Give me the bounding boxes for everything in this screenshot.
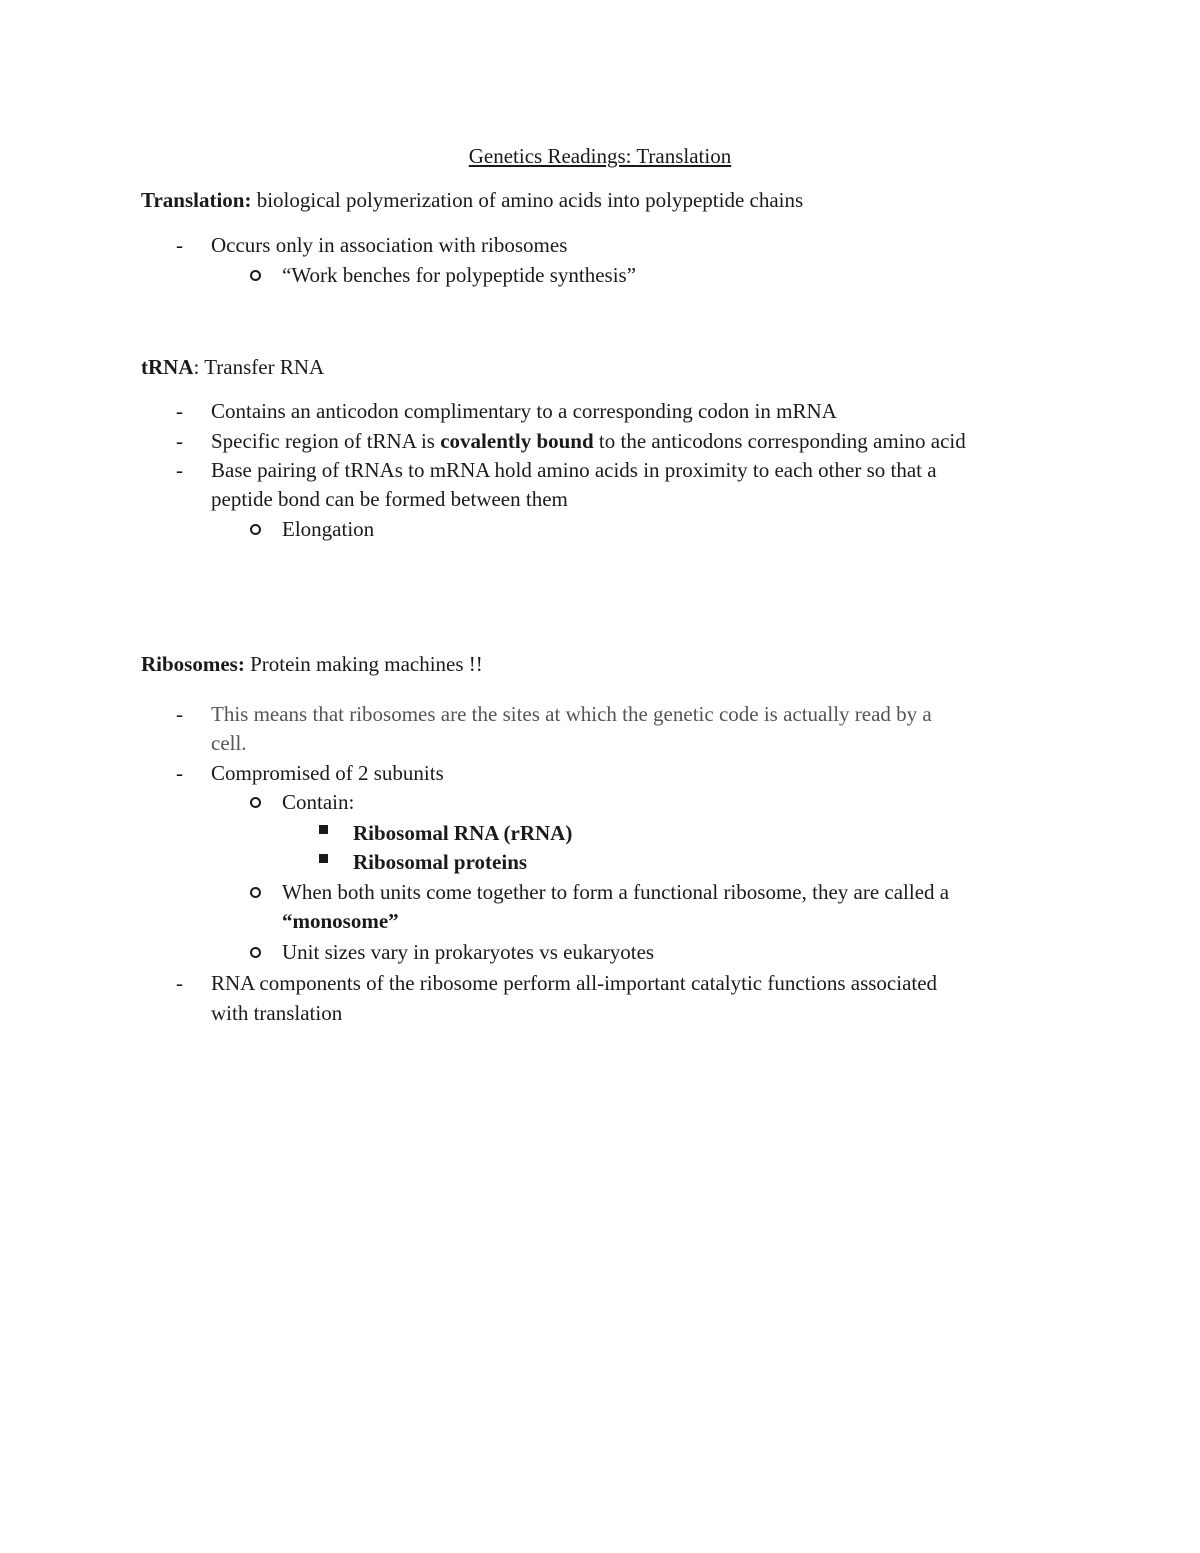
circle-bullet-icon bbox=[250, 270, 261, 281]
ribosomes-sub-monosome-line1: When both units come together to form a functional ribosome, they are called a bbox=[282, 880, 950, 904]
page-title: Genetics Readings: Translation bbox=[468, 144, 732, 168]
dash-bullet-marker: - bbox=[176, 233, 183, 257]
ribosomes-definition-text: Protein making machines !! bbox=[244, 652, 483, 676]
dash-bullet-marker: - bbox=[176, 971, 183, 995]
trna-definition bbox=[141, 354, 324, 380]
dash-bullet-marker: - bbox=[176, 429, 183, 453]
ribosomes-bullet-rna-line1: RNA components of the ribosome perform all-important catalytic functions associated bbox=[211, 971, 938, 995]
trna-bullet-covalent-bold: covalently bound bbox=[440, 429, 594, 453]
ribosomes-bullet-rna-line2: with translation bbox=[211, 1001, 343, 1025]
ribosomes-sub-monosome-line2: “monosome” bbox=[282, 909, 399, 933]
ribosomes-bullet-subunits: Compromised of 2 subunits bbox=[211, 761, 444, 785]
trna-term: tRNA bbox=[141, 355, 194, 379]
ribosomes-bullet-sites-line2: cell. bbox=[211, 731, 247, 755]
trna-definition-text: : Transfer RNA bbox=[193, 355, 325, 379]
ribosomes-subsub-rrna: Ribosomal RNA (rRNA) bbox=[353, 821, 573, 845]
trna-bullet-covalent-post: to the anticodons corresponding amino acid bbox=[593, 429, 966, 453]
ribosomes-definition bbox=[141, 651, 483, 677]
square-bullet-icon bbox=[319, 854, 328, 863]
dash-bullet-marker: - bbox=[176, 761, 183, 785]
ribosomes-bullet-sites-line1: This means that ribosomes are the sites at which the genetic code is actually read by a bbox=[211, 702, 932, 726]
circle-bullet-icon bbox=[250, 887, 261, 898]
dash-bullet-marker: - bbox=[176, 399, 183, 423]
trna-bullet-basepairing-line1: Base pairing of tRNAs to mRNA hold amino acids in proximity to each other so that a bbox=[211, 458, 937, 482]
translation-sub-workbenches: “Work benches for polypeptide synthesis” bbox=[282, 263, 637, 287]
translation-definition bbox=[141, 187, 803, 213]
ribosomes-term: Ribosomes: bbox=[141, 652, 245, 676]
translation-bullet-ribosomes: Occurs only in association with ribosomes bbox=[211, 233, 568, 257]
circle-bullet-icon bbox=[250, 947, 261, 958]
trna-bullet-anticodon: Contains an anticodon complimentary to a corresponding codon in mRNA bbox=[211, 399, 837, 423]
square-bullet-icon bbox=[319, 825, 328, 834]
circle-bullet-icon bbox=[250, 797, 261, 808]
trna-sub-elongation: Elongation bbox=[282, 517, 375, 541]
trna-bullet-covalent bbox=[211, 428, 966, 454]
trna-bullet-basepairing-line2: peptide bond can be formed between them bbox=[211, 487, 568, 511]
trna-bullet-covalent-pre: Specific region of tRNA is bbox=[211, 429, 441, 453]
ribosomes-sub-contain: Contain: bbox=[282, 790, 355, 814]
dash-bullet-marker: - bbox=[176, 458, 183, 482]
dash-bullet-marker: - bbox=[176, 702, 183, 726]
translation-definition-text: biological polymerization of amino acids into polypeptide chains bbox=[251, 188, 804, 212]
ribosomes-sub-sizes: Unit sizes vary in prokaryotes vs eukaryotes bbox=[282, 940, 655, 964]
circle-bullet-icon bbox=[250, 524, 261, 535]
ribosomes-subsub-proteins: Ribosomal proteins bbox=[353, 850, 528, 874]
translation-term: Translation: bbox=[141, 188, 252, 212]
